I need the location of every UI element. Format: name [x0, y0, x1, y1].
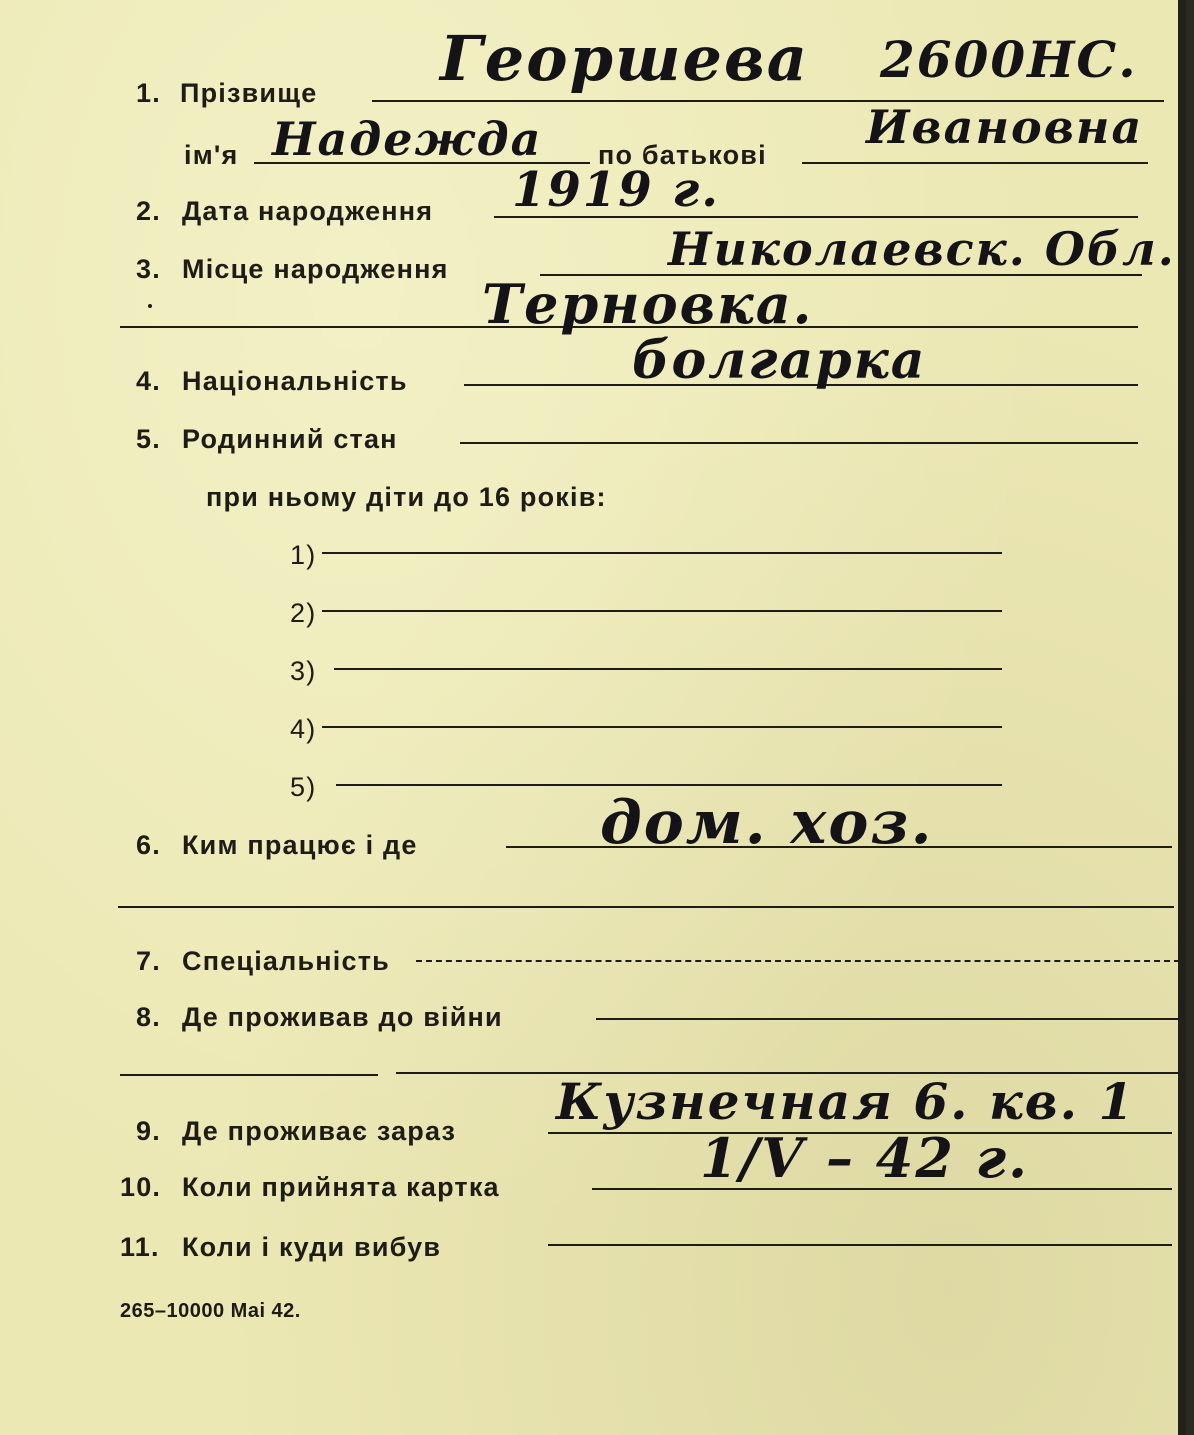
prewar-residence-line: [596, 1018, 1180, 1020]
nationality-value: болгарка: [632, 330, 927, 391]
print-info: 265–10000 Mai 42.: [120, 1300, 301, 1322]
surname-label: Прізвище: [180, 78, 318, 108]
marital-status-label: Родинний стан: [182, 424, 398, 454]
child-1-label: 1): [290, 540, 317, 570]
nationality-label: Національність: [182, 366, 408, 396]
birth-date-value: 1919 г.: [512, 162, 721, 218]
birth-place-label: Місце народження: [182, 254, 449, 284]
child-2-line: [322, 610, 1002, 612]
prewar-residence-label: Де проживав до війни: [182, 1002, 503, 1032]
patronymic-label: по батькові: [598, 140, 767, 170]
field-7-number: 7.: [136, 946, 161, 976]
field-8-number: 8.: [136, 1002, 161, 1032]
child-3-line: [334, 668, 1002, 670]
child-1-line: [322, 552, 1002, 554]
occupation-label: Ким працює і де: [182, 830, 418, 860]
card-edge-shadow: [1178, 0, 1186, 1435]
marital-status-line: [460, 442, 1138, 444]
patronymic-value: Ивановна: [866, 100, 1144, 154]
field-11-number: 11.: [120, 1232, 160, 1262]
card-number-value: 2600НС.: [880, 30, 1138, 89]
field-10-number: 10.: [120, 1172, 162, 1202]
field-9-number: 9.: [136, 1116, 161, 1146]
specialty-label: Спеціальність: [182, 946, 390, 976]
current-residence-value: Кузнечная 6. кв. 1: [556, 1072, 1136, 1131]
field-6-number: 6.: [136, 830, 161, 860]
surname-value: Георшева: [440, 22, 809, 95]
card-accepted-label: Коли прийнята картка: [182, 1172, 500, 1202]
name-value: Надежда: [272, 112, 543, 166]
occupation-value: дом. хоз.: [600, 788, 934, 858]
specialty-line: [416, 960, 1180, 962]
children-label: при ньому діти до 16 років:: [206, 482, 607, 512]
child-4-label: 4): [290, 714, 317, 744]
departure-line: [548, 1244, 1172, 1246]
field-3-number: 3.: [136, 254, 161, 284]
field-2-number: 2.: [136, 196, 161, 226]
prewar-residence-line-2a: [120, 1074, 378, 1076]
child-4-line: [322, 726, 1002, 728]
birth-date-label: Дата народження: [182, 196, 434, 226]
occupation-line-2: [118, 906, 1174, 908]
child-3-label: 3): [290, 656, 317, 686]
name-label: ім'я: [184, 140, 239, 170]
patronymic-line: [802, 162, 1148, 164]
birth-place-value-line2: Терновка.: [482, 272, 814, 336]
field-1-number: 1.: [136, 78, 161, 108]
bullet-dot: [148, 304, 152, 308]
child-5-line: [336, 784, 1002, 786]
card-accepted-value: 1/V – 42 г.: [700, 1126, 1029, 1190]
field-4-number: 4.: [136, 366, 161, 396]
child-5-label: 5): [290, 772, 317, 802]
current-residence-label: Де проживає зараз: [182, 1116, 457, 1146]
birth-place-value-line1: Николаевск. Обл.: [668, 222, 1176, 276]
child-2-label: 2): [290, 598, 317, 628]
field-5-number: 5.: [136, 424, 161, 454]
departure-label: Коли і куди вибув: [182, 1232, 442, 1262]
